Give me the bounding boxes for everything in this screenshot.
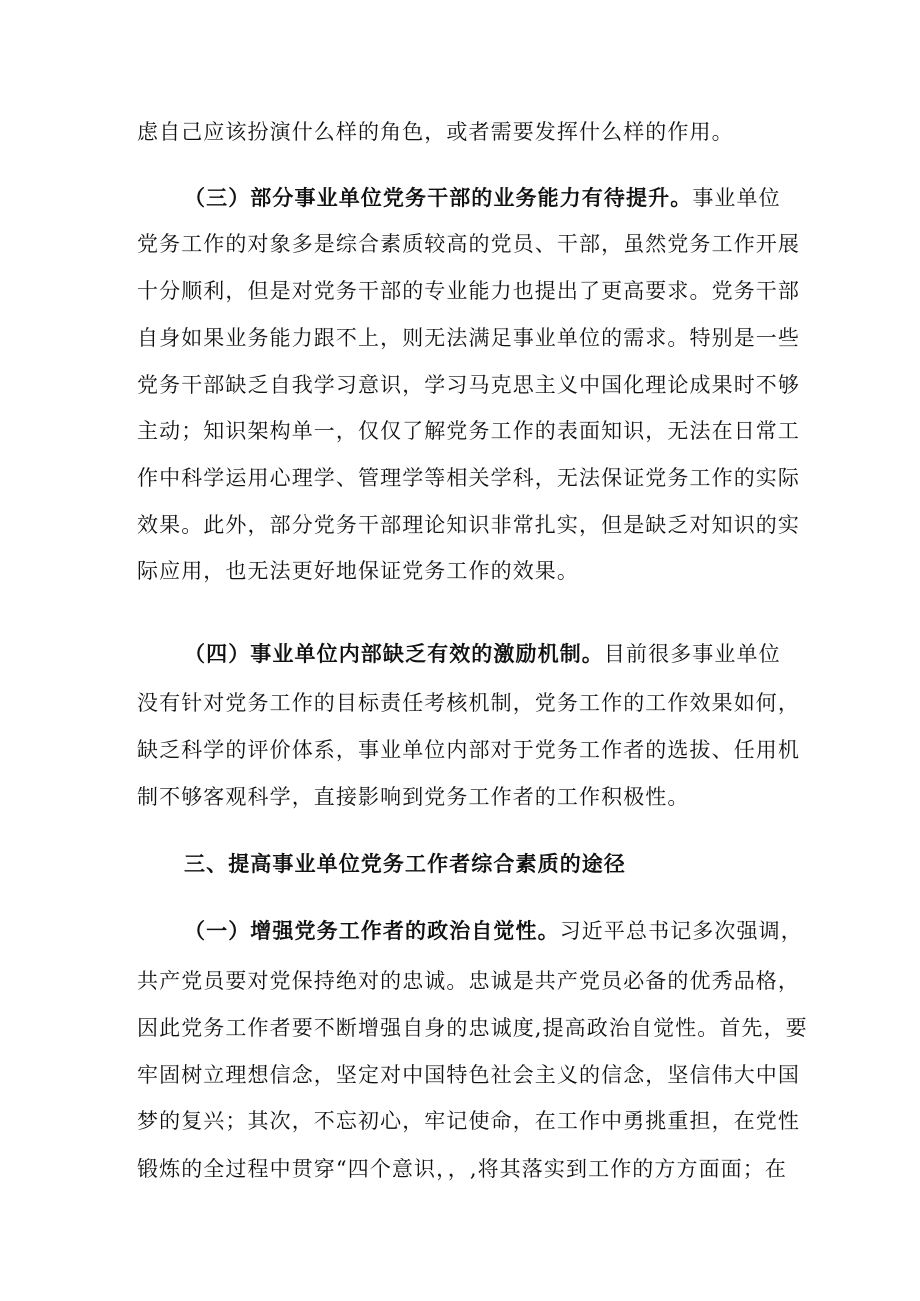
line-text: 因此党务工作者要不断增强自身的忠诚度,提高政治自觉性。首先，要 bbox=[137, 1016, 808, 1040]
line-text: 缺乏科学的评价体系，事业单位内部对于党务工作者的选拔、任用机 bbox=[137, 738, 800, 762]
line-text: 主动；知识架构单一，仅仅了解党务工作的表面知识，无法在日常工 bbox=[137, 419, 800, 443]
text-line bbox=[137, 1101, 800, 1141]
line-text: 虑自己应该扮演什么样的角色，或者需要发挥什么样的作用。 bbox=[137, 120, 734, 144]
text-line bbox=[137, 458, 800, 498]
line-text: 制不够客观科学，直接影响到党务工作者的工作积极性。 bbox=[137, 785, 690, 809]
line-text: 作中科学运用心理学、管理学等相关学科，无法保证党务工作的实际 bbox=[137, 466, 800, 490]
line-text: 际应用，也无法更好地保证党务工作的效果。 bbox=[137, 559, 579, 583]
subsection-line bbox=[184, 634, 797, 674]
text-line bbox=[137, 112, 797, 152]
text-line bbox=[137, 271, 800, 311]
text-line bbox=[137, 411, 800, 451]
text-line bbox=[137, 365, 800, 405]
subsection-title: （三）部分事业单位党务干部的业务能力有待提升。 bbox=[184, 185, 693, 210]
line-text: 目前很多事业单位 bbox=[603, 642, 781, 666]
text-line bbox=[137, 505, 800, 545]
text-line bbox=[137, 224, 800, 264]
text-line bbox=[137, 683, 800, 723]
text-line bbox=[137, 961, 800, 1001]
subsection-line bbox=[184, 911, 803, 951]
text-line bbox=[137, 730, 800, 770]
line-text: 梦的复兴；其次，不忘初心，牢记使命，在工作中勇挑重担，在党性 bbox=[137, 1109, 800, 1133]
line-text: 共产党员要对党保持绝对的忠诚。忠诚是共产党员必备的优秀品格， bbox=[137, 969, 800, 993]
text-line bbox=[137, 1008, 808, 1048]
line-text: 牢固树立理想信念，坚定对中国特色社会主义的信念，坚信伟大中国 bbox=[137, 1063, 800, 1087]
section-heading bbox=[184, 844, 844, 884]
line-text: 锻炼的全过程中贯穿“四个意识，，,将其落实到工作的方方面面；在 bbox=[137, 1157, 788, 1181]
line-text: 党务工作的对象多是综合素质较高的党员、干部，虽然党务工作开展 bbox=[137, 232, 800, 256]
line-text: 党务干部缺乏自我学习意识，学习马克思主义中国化理论成果时不够 bbox=[137, 373, 800, 397]
line-text: 自身如果业务能力跟不上，则无法满足事业单位的需求。特别是一些 bbox=[137, 326, 800, 350]
text-line bbox=[137, 777, 797, 817]
text-line bbox=[137, 318, 800, 358]
line-text: 习近平总书记多次强调， bbox=[559, 919, 803, 943]
line-text: 没有针对党务工作的目标责任考核机制，党务工作的工作效果如何， bbox=[137, 691, 800, 715]
text-line bbox=[137, 1149, 797, 1189]
text-line bbox=[137, 1055, 800, 1095]
line-text: 效果。此外，部分党务干部理论知识非常扎实，但是缺乏对知识的实 bbox=[137, 513, 800, 537]
line-text: 事业单位 bbox=[692, 186, 781, 210]
section-heading-text: 三、提高事业单位党务工作者综合素质的途径 bbox=[184, 851, 626, 876]
text-line bbox=[137, 551, 797, 591]
subsection-title: （四）事业单位内部缺乏有效的激励机制。 bbox=[184, 641, 604, 666]
subsection-line bbox=[184, 178, 797, 218]
subsection-title: （一）增强党务工作者的政治自觉性。 bbox=[184, 918, 560, 943]
line-text: 十分顺利，但是对党务干部的专业能力也提出了更高要求。党务干部 bbox=[137, 279, 800, 303]
